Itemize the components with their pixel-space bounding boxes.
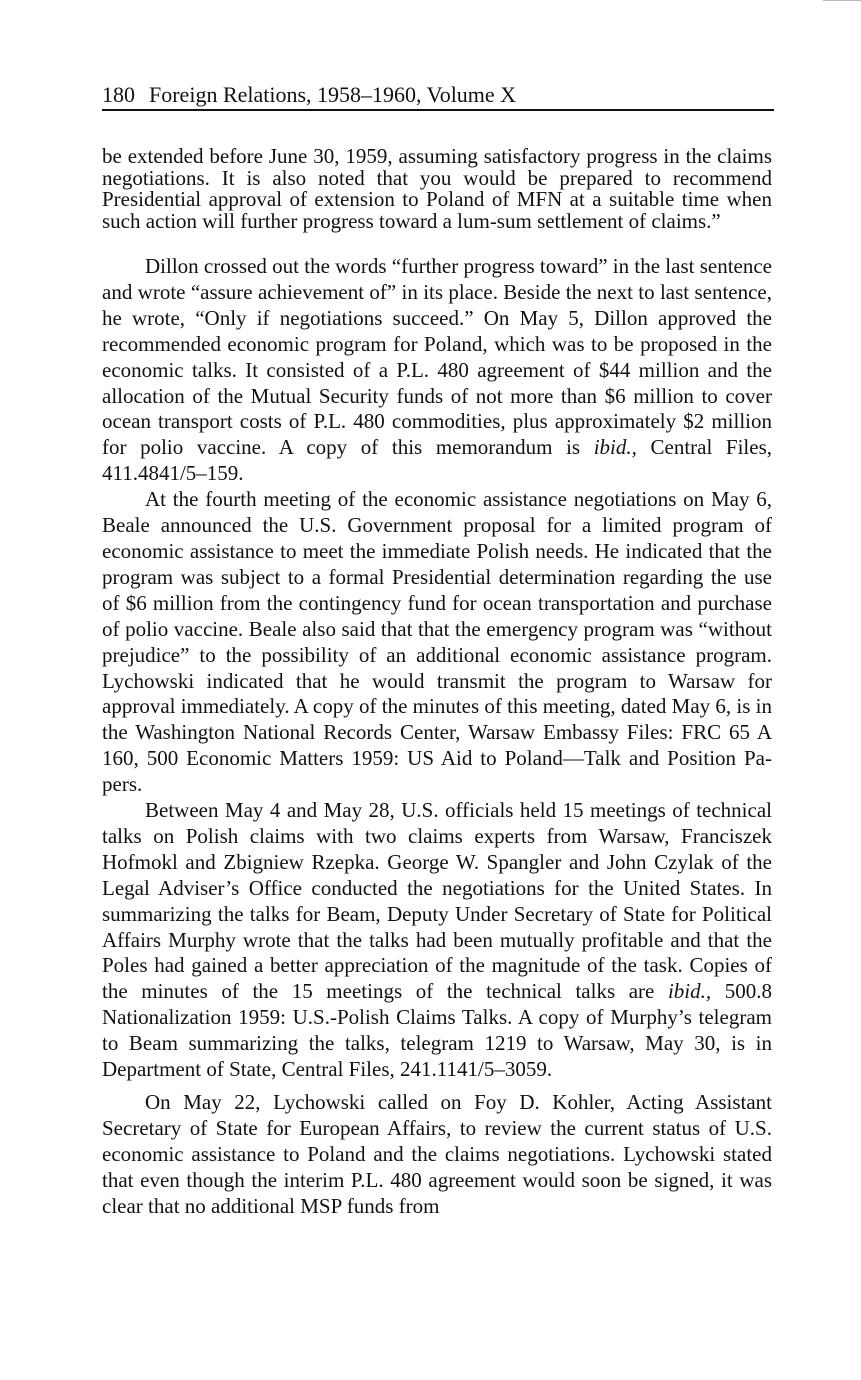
quoted-memo-continuation: be extended before June 30, 1959, assuming satisfactory progress in the claims negotiations. It is also noted that you would be prepared to recommend Presidential approval of extension to Poland of MFN at a suitable time when such action will further progress toward a lum-sum settlement of claims.” (102, 144, 772, 233)
ibid-citation: ibid., (593, 435, 637, 460)
paragraph-technical-talks (102, 798, 772, 1083)
paragraph-technical-talks-citation: 500.8 Nationalization 1959: U.S.-Polish Claims Talks. A copy of Murphy’s telegram to Beam summarizing the talks, telegram 1219 to Warsaw, May 30, is in Department of State, Central Files, 241.1141/5–3059. (102, 979, 772, 1082)
paragraph-dillon-citation: Central Files, 411.4841/5–159. (102, 435, 773, 486)
running-header (102, 80, 772, 110)
paragraph-technical-talks-text: Between May 4 and May 28, U.S. officials held 15 meetings of technical talks on Polish claims with two claims experts from Warsaw, Franciszek Hofmokl and Zbigniew Rzepka. George W. Spangler and John Czylak of the Legal Adviser’s Office conducted the negotiations for the United States. In summarizing the talks for Beam, Deputy Under Secretary of State for Political Affairs Murphy wrote that the talks had been mutually profitable and that the Poles had gained a better appreciation of the magnitude of the task. Copies of the minutes of the 15 meetings of the technical talks are (102, 798, 772, 1004)
page-number: 180 (102, 82, 135, 107)
page-edge-line (823, 0, 861, 1)
paragraph-fourth-meeting: At the fourth meeting of the economic assistance negotiations on May 6, Beale announced the U.S. Government proposal for a limited program of economic assistance to meet the immediate Polish needs. He indicated that the program was subject to a formal Presidential determination regarding the use of $6 million from the contingency fund for ocean transportation and purchase of polio vaccine. Beale also said that that the emergency program was “without prejudice” to the possibility of an additional economic assistance program. Lychowski indicated that he would transmit the program to Warsaw for approval immediately. A copy of the minutes of this meeting, dated May 6, is in the Washington National Records Center, Warsaw Embassy Files: FRC 65 A 160, 500 Economic Matters 1959: US Aid to Poland—Talk and Position Papers. (102, 487, 772, 797)
paragraph-kohler-meeting: On May 22, Lychowski called on Foy D. Kohler, Acting Assistant Secretary of State for European Affairs, to review the current status of U.S. economic assistance to Poland and the claims negotiations. Lychowski stated that even though the interim P.L. 480 agreement would soon be signed, it was clear that no additional MSP funds from (102, 1090, 772, 1218)
paragraph-dillon-text: Dillon crossed out the words “further progress toward” in the last sentence and wrote “assure achievement of” in its place. Beside the next to last sentence, he wrote, “Only if negotiations succeed.” On May 5, Dillon approved the recommended economic program for Poland, which was to be proposed in the economic talks. It consisted of a P.L. 480 agreement of $44 million and the allocation of the Mutual Security funds of not more than $6 million to cover ocean transport costs of P.L. 480 commodities, plus approximately $2 million for polio vaccine. A copy of this memorandum is (102, 254, 772, 460)
header-rule (102, 109, 774, 111)
ibid-citation: ibid., (667, 979, 712, 1004)
running-title: Foreign Relations, 1958–1960, Volume X (149, 82, 517, 107)
paragraph-dillon (102, 254, 772, 487)
page-body (102, 146, 772, 1220)
